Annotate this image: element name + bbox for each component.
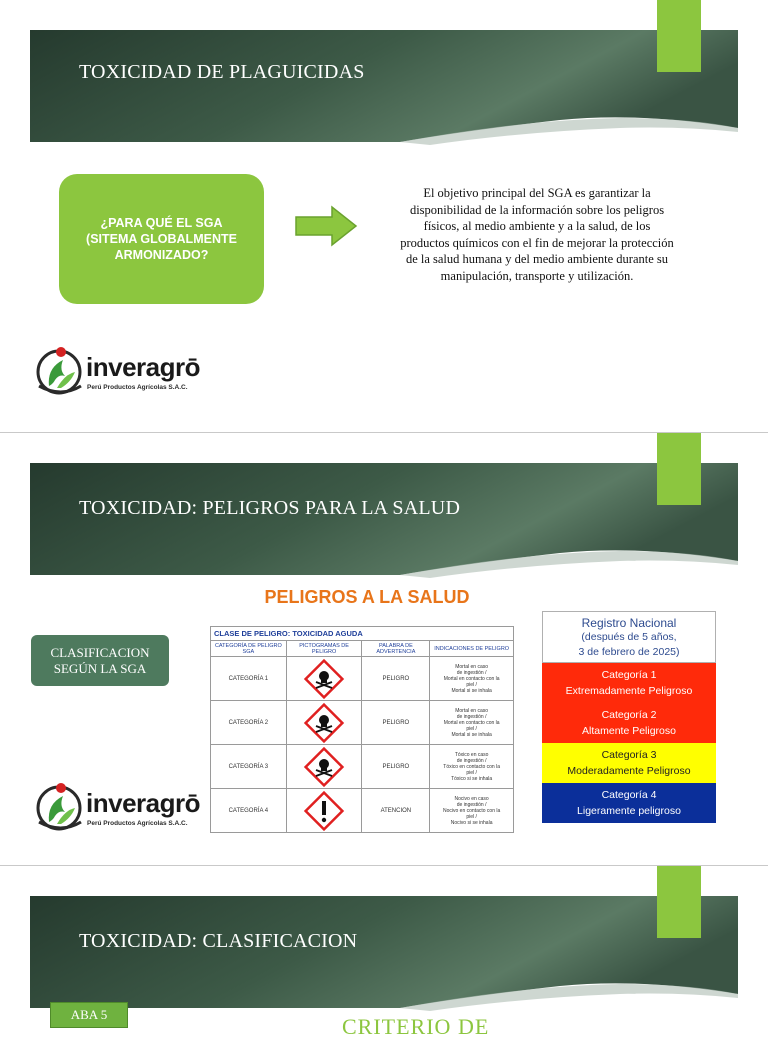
- leaf-logo-icon: [35, 782, 85, 832]
- category-cell: CATEGORÍA 2: [211, 701, 287, 745]
- signal-word-cell: ATENCION: [362, 789, 430, 833]
- category-name: Categoría 3: [601, 749, 657, 761]
- section-heading: CRITERIO DE: [342, 1014, 490, 1039]
- pictogram-cell: [286, 745, 362, 789]
- category-desc: Ligeramente peligroso: [577, 805, 681, 817]
- question-box: [59, 174, 264, 304]
- signal-word-cell: PELIGRO: [362, 657, 430, 701]
- accent-bar: [657, 866, 701, 938]
- accent-bar: [657, 0, 701, 72]
- pictogram-cell: [286, 701, 362, 745]
- hazard-statement-cell: Nocivo en caso de ingestión / Nocivo en contacto con la piel / Nocivo si se inhala: [430, 789, 514, 833]
- skull-icon: [305, 748, 343, 786]
- pictogram-cell: [286, 789, 362, 833]
- registro-header: [542, 611, 716, 663]
- registro-date: 3 de febrero de 2025): [578, 646, 680, 658]
- column-header: INDICACIONES DE PELIGRO: [430, 641, 514, 657]
- hazard-statement-cell: Mortal en caso de ingestión / Mortal en contacto con la piel / Mortal si se inhala: [430, 701, 514, 745]
- leaf-logo-icon: [35, 346, 85, 396]
- category-cell: CATEGORÍA 1: [211, 657, 287, 701]
- logo-brand: inveragrō: [86, 788, 200, 818]
- accent-bar: [657, 433, 701, 505]
- body-paragraph: El objetivo principal del SGA es garantizar la disponibilidad de la información sobre los peligros físicos, al medio ambiente y a la salud, de los productos químicos con el fin de mejorar la protección de la salud humana y del medio ambiente durante su manipulación, transporte y utilización.: [400, 186, 674, 283]
- slide-title: TOXICIDAD: PELIGROS PARA LA SALUD: [79, 497, 461, 519]
- exclamation-icon: [305, 792, 343, 830]
- table-row: [211, 701, 514, 745]
- table-heading: PELIGROS A LA SALUD: [264, 587, 470, 607]
- column-header: PALABRA DE ADVERTENCIA: [362, 641, 430, 657]
- column-header: CATEGORÍA DE PELIGRO SGA: [211, 641, 287, 657]
- hazard-statement-cell: Tóxico en caso de ingestión / Tóxico en contacto con la piel / Tóxico si se inhala: [430, 745, 514, 789]
- slide-title: TOXICIDAD: CLASIFICACION: [79, 930, 358, 952]
- category-name: Categoría 2: [601, 709, 657, 721]
- slide-title: TOXICIDAD DE PLAGUICIDAS: [79, 61, 365, 83]
- right-arrow-icon: [294, 205, 358, 247]
- signal-word-cell: PELIGRO: [362, 701, 430, 745]
- category-desc: Extremadamente Peligroso: [565, 685, 693, 697]
- category-desc: Altamente Peligroso: [582, 725, 676, 737]
- hazard-statement-cell: Mortal en caso de ingestión / Mortal en contacto con la piel / Mortal si se inhala: [430, 657, 514, 701]
- hazard-table: [210, 626, 514, 833]
- registro-title: Registro Nacional: [581, 616, 677, 630]
- company-logo: [35, 782, 205, 834]
- aba-badge: ABA 5: [50, 1002, 128, 1028]
- category-row: [542, 783, 716, 823]
- category-name: Categoría 4: [601, 789, 657, 801]
- logo-tagline: Perú Productos Agrícolas S.A.C.: [87, 384, 188, 391]
- skull-icon: [305, 660, 343, 698]
- table-caption: CLASE DE PELIGRO: TOXICIDAD AGUDA: [211, 627, 514, 641]
- pictogram-cell: [286, 657, 362, 701]
- column-header: PICTOGRAMAS DE PELIGRO: [286, 641, 362, 657]
- signal-word-cell: PELIGRO: [362, 745, 430, 789]
- logo-tagline: Perú Productos Agrícolas S.A.C.: [87, 820, 188, 827]
- table-row: [211, 745, 514, 789]
- company-logo: [35, 346, 205, 398]
- category-desc: Moderadamente Peligroso: [567, 765, 691, 777]
- category-row: [542, 743, 716, 783]
- question-text: ¿PARA QUÉ EL SGA (SITEMA GLOBALMENTE ARMONIZADO?: [86, 216, 237, 262]
- classification-badge: CLASIFICACION SEGÚN LA SGA: [31, 635, 169, 686]
- category-name: Categoría 1: [601, 669, 657, 681]
- skull-icon: [305, 704, 343, 742]
- slide-3: [0, 866, 768, 1039]
- category-row: [542, 703, 716, 743]
- category-cell: CATEGORÍA 4: [211, 789, 287, 833]
- slide-1: [0, 0, 768, 432]
- logo-brand: inveragrō: [86, 352, 200, 382]
- slide-2: [0, 433, 768, 865]
- category-row: [542, 663, 716, 703]
- registro-subtitle: (después de 5 años,: [581, 631, 677, 643]
- category-cell: CATEGORÍA 3: [211, 745, 287, 789]
- registro-nacional-panel: [542, 611, 716, 823]
- table-row: [211, 657, 514, 701]
- table-row: [211, 789, 514, 833]
